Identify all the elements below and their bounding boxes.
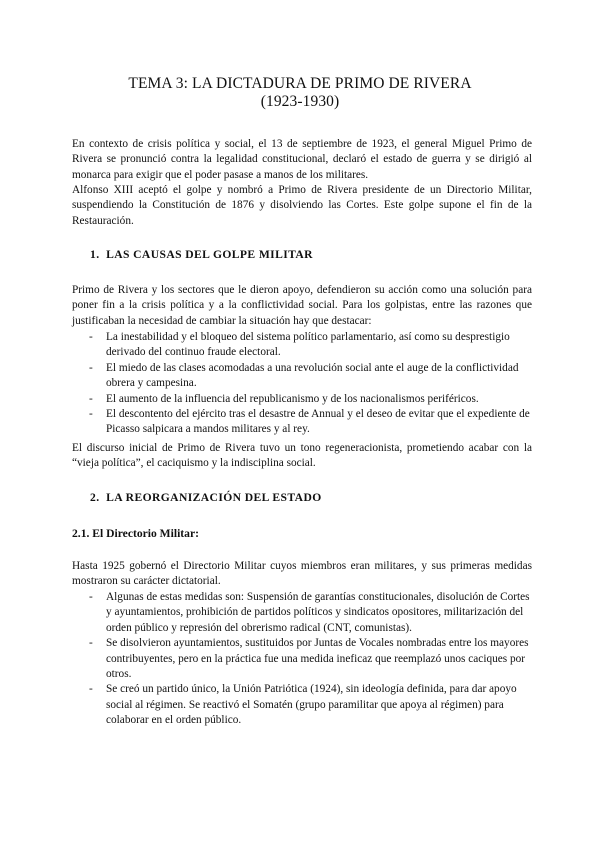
document-title: TEMA 3: LA DICTADURA DE PRIMO DE RIVERA xyxy=(128,75,472,92)
list-item xyxy=(72,361,532,392)
list-item xyxy=(72,590,532,636)
section-1-number: 1. xyxy=(90,248,100,261)
list-item-text: El miedo de las clases acomodadas a una revolución social ante el auge de la conflictividad obrera y campesina. xyxy=(106,361,519,390)
subsection-2-1-heading: 2.1. El Directorio Militar: xyxy=(72,527,199,540)
section-1-heading xyxy=(90,248,313,261)
bullet-dash: - xyxy=(89,683,93,696)
list-item xyxy=(72,636,532,682)
list-item xyxy=(72,407,532,438)
list-item-text: El descontento del ejército tras el desastre de Annual y el deseo de evitar que el expediente de Picasso salpicara a mandos militares y al rey. xyxy=(106,408,530,436)
list-item-text: Se disolvieron ayuntamientos, sustituidos por Juntas de Vocales nombradas entre los mayores contribuyentes, pero en la práctica fue una medida ineficaz que reemplazó unos caciques por otros. xyxy=(106,637,529,681)
document-title-years: (1923-1930) xyxy=(260,93,340,110)
section-2-heading xyxy=(90,491,322,504)
section-1-closing: El discurso inicial de Primo de Rivera tuvo un tono regeneracionista, prometiendo acabar con la “vieja política”, el caciquismo y la indisciplina social. xyxy=(72,442,532,470)
bullet-dash: - xyxy=(89,408,93,421)
subsection-2-1-measures-list xyxy=(72,590,532,729)
list-item-text: El aumento de la influencia del republicanismo y de los nacionalismos periféricos. xyxy=(106,392,479,405)
bullet-dash: - xyxy=(89,361,93,374)
list-item xyxy=(72,682,532,728)
section-1-causes-list xyxy=(72,330,532,438)
section-2-title: LA REORGANIZACIÓN DEL ESTADO xyxy=(106,491,322,504)
subsection-2-1-intro: Hasta 1925 gobernó el Directorio Militar cuyos miembros eran militares, y sus primeras medidas mostraron su carácter dictatorial. xyxy=(72,560,532,588)
section-2-number: 2. xyxy=(90,491,100,504)
list-item xyxy=(72,392,532,407)
list-item-text: Algunas de estas medidas son: Suspensión de garantías constitucionales, disolución de Cortes y ayuntamientos, prohibición de partidos políticos y sindicatos opositores, militarización del orden público y represión del obrerismo radical (CNT, comunistas). xyxy=(106,591,530,634)
intro-paragraph-2: Alfonso XIII aceptó el golpe y nombró a Primo de Rivera presidente de un Directorio Militar, suspendiendo la Constitución de 1876 y disolviendo las Cortes. Este golpe supone el fin de la Restauración. xyxy=(72,184,532,227)
bullet-dash: - xyxy=(89,591,93,603)
bullet-dash: - xyxy=(89,392,93,405)
section-1-intro: Primo de Rivera y los sectores que le dieron apoyo, defendieron su acción como una solución para poner fin a la crisis política y a la conflictividad social. Para los golpistas, entre las razones que justificaban la necesidad de cambiar la situación hay que destacar: xyxy=(72,284,532,327)
list-item-text: Se creó un partido único, la Unión Patriótica (1924), sin ideología definida, para dar apoyo social al régimen. Se reactivó el Somatén (grupo paramilitar que apoya al régimen) para colaborar en el orden público. xyxy=(106,683,517,727)
list-item-text: La inestabilidad y el bloqueo del sistema político parlamentario, así como su desprestigio derivado del continuo fraude electoral. xyxy=(106,331,510,359)
list-item xyxy=(72,330,532,361)
section-1-title: LAS CAUSAS DEL GOLPE MILITAR xyxy=(106,248,313,261)
bullet-dash: - xyxy=(89,637,93,650)
intro-paragraph-1: En contexto de crisis política y social, el 13 de septiembre de 1923, el general Miguel Primo de Rivera se pronunció contra la legalidad constitucional, declaró el estado de guerra y se dirigió al monarca para exigir que el poder pasase a manos de los militares. xyxy=(72,138,532,181)
bullet-dash: - xyxy=(89,331,93,343)
